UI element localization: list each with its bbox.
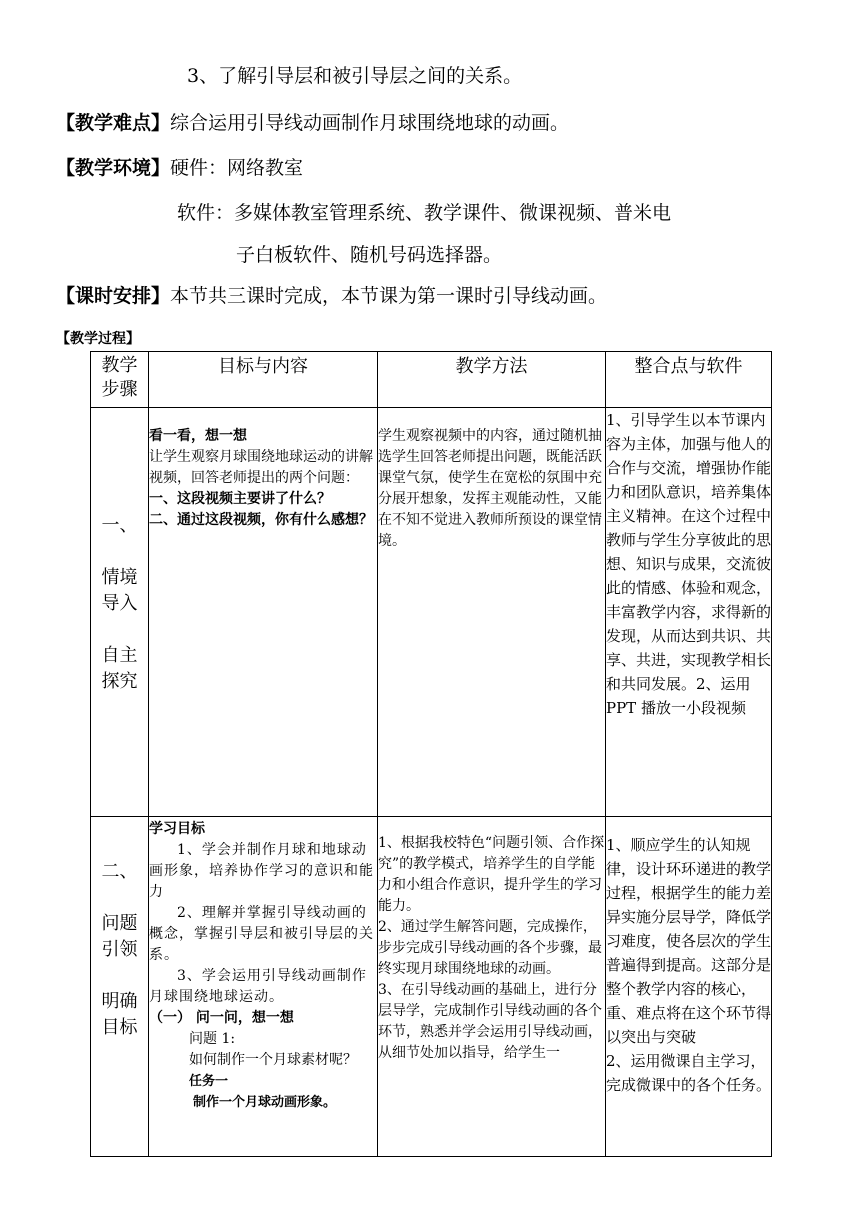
environment-software-line-2: 子白板软件、随机号码选择器。 [236, 244, 503, 266]
software-cell-2 [606, 817, 772, 1157]
header-method: 教学方法 [378, 352, 606, 408]
step-cell-1: 一、 情境 导入 自主 探究 [91, 408, 149, 817]
table-header-row [91, 352, 772, 408]
schedule-label: 【课时安排】 [56, 285, 171, 307]
difficulty-label: 【教学难点】 [56, 112, 171, 134]
table-row [91, 408, 772, 817]
content-description: 让学生观察月球围绕地球运动的讲解视频，回答老师提出的两个问题： [149, 449, 373, 486]
method-cell-1 [378, 408, 606, 817]
goal-1: 1、学会并制作月球和地球动画形象，培养协作学习的意识和能力 [149, 842, 374, 900]
part-1-title: （一） 问一问，想一想 [149, 1010, 294, 1026]
method-cell-2 [378, 817, 606, 1157]
step-cell-2: 二、 问题 引领 明确 目标 [91, 817, 149, 1157]
method-3: 3、在引导线动画的基础上，进行分层导学，完成制作引导线动画的各个环节，熟悉并学会运用引导线动画，从细节处加以指导，给学生一 [378, 982, 602, 1061]
environment-line [56, 156, 303, 180]
software-2: 2、运用微课自主学习，完成微课中的各个任务。 [606, 1052, 772, 1094]
software-text: 1、引导学生以本节课内容为主体，加强与他人的合作与交流，增强协作能力和团队意识，培养集体主义精神。在这个过程中教师与学生分享彼此的思想、知识与成果，交流彼此的情感、体验和观念，丰富教学内容，求得新的发现，从而达到共识、共享、共进，实现教学相长和共同发展。2、运用 PPT 播放一小段视频 [606, 411, 772, 717]
header-content: 目标与内容 [149, 352, 378, 408]
environment-software-line-1: 软件：多媒体教室管理系统、教学课件、微课视频、普米电 [177, 202, 672, 224]
step-number: 一、 [101, 515, 138, 536]
environment-label: 【教学环境】 [56, 157, 171, 179]
process-label: 【教学过程】 [56, 331, 140, 347]
goal-2: 2、理解并掌握引导线动画的概念，掌握引导层和被引导层的关系。 [149, 905, 374, 963]
content-cell-1 [149, 408, 378, 817]
method-text: 学生观察视频中的内容，通过随机抽选学生回答老师提出问题，既能活跃课堂气氛，使学生在宽松的氛围中充分展开想象，发挥主观能动性，又能在不知不觉进入教师所预设的课堂情境。 [378, 428, 602, 549]
difficulty-line [56, 111, 569, 135]
header-software: 整合点与软件 [606, 352, 772, 408]
objective-line-3: 3、了解引导层和被引导层之间的关系。 [187, 65, 523, 87]
question-2: 二、通过这段视频，你有什么感想？ [149, 512, 373, 528]
software-1: 1、顺应学生的认知规律，设计环环递进的教学过程，根据学生的能力差异实施分层导学，降低学习难度，使各层次的学生普遍得到提高。这部分是整个教学内容的核心，重、难点将在这个环节得以突出与突破 [606, 836, 772, 1046]
content-title: 看一看，想一想 [149, 428, 247, 444]
question-1-label: 问题 1: [189, 1031, 236, 1047]
task-title: 任务一 [189, 1074, 229, 1089]
schedule-line [56, 284, 607, 308]
difficulty-text: 综合运用引导线动画制作月球围绕地球的动画。 [170, 112, 570, 134]
method-1: 1、根据我校特色“问题引领、合作探究”的教学模式，培养学生的自学能力和小组合作意识，提升学生的学习能力。 [378, 835, 605, 914]
step-number: 二、 [101, 861, 138, 882]
question-1: 一、这段视频主要讲了什么？ [149, 491, 331, 507]
teaching-process-table [90, 351, 772, 1157]
schedule-text: 本节共三课时完成，本节课为第一课时引导线动画。 [170, 285, 608, 307]
method-2: 2、通过学生解答问题，完成操作，步步完成引导线动画的各个步骤，最终实现月球围绕地球的动画。 [378, 919, 602, 977]
header-step: 教学 步骤 [91, 352, 149, 408]
software-cell-1 [606, 408, 772, 817]
question-1-text: 如何制作一个月球素材呢？ [189, 1052, 357, 1068]
table-row [91, 817, 772, 1157]
task-text: 制作一个月球动画形象。 [193, 1095, 337, 1110]
goal-3: 3、学会运用引导线动画制作月球围绕地球运动。 [149, 968, 367, 1005]
environment-hardware: 硬件：网络教室 [170, 157, 304, 179]
goal-title: 学习目标 [149, 821, 205, 837]
content-cell-2 [149, 817, 378, 1157]
